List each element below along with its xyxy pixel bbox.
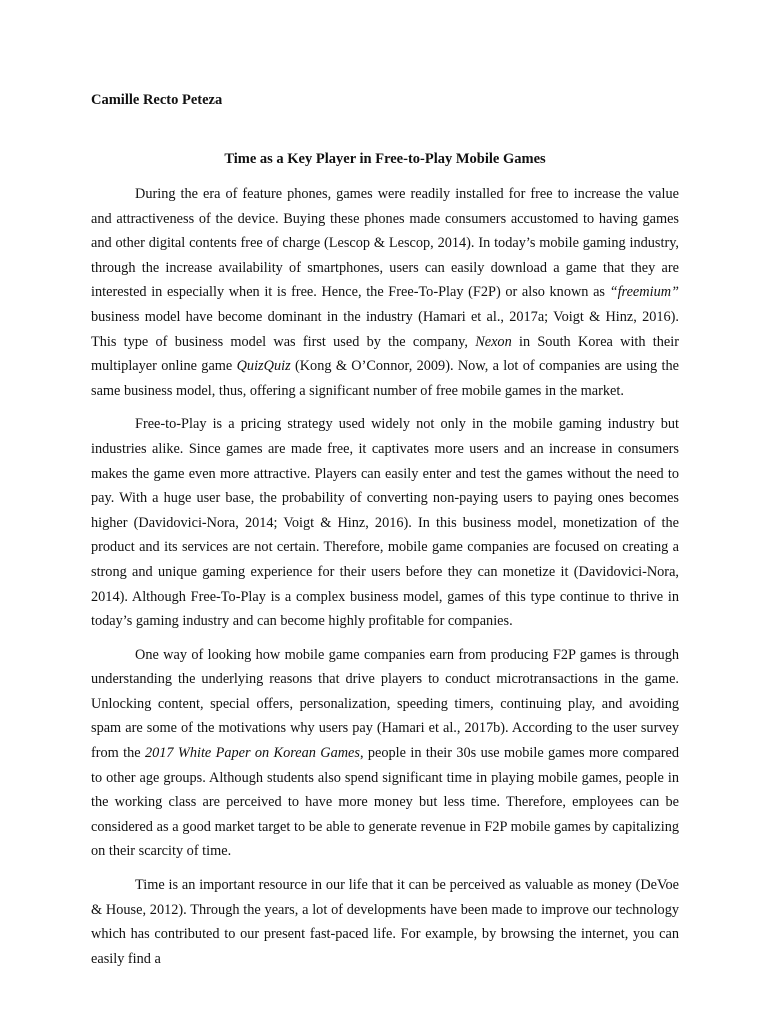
- paragraph-2: [91, 412, 679, 633]
- paragraph-4: [91, 873, 679, 971]
- paragraph-text: , people in their 30s use mobile games more compared to other age groups. Although students also spend significant time in playing mobile games, people in the working class are perceived to have more money but less time. Therefore, employees can be considered as a good market target to be able to generate revenue in F2P mobile games by capitalizing on their scarcity of time.: [91, 745, 680, 860]
- paragraph-text: One way of looking how mobile game companies earn from producing F2P games is through understanding the underlying reasons that drive players to conduct microtransactions in the game. Unlocking content, special offers, personalization, speeding timers, continuing play, and avoiding spam are some of the motivations why users pay (Hamari et al., 2017b). According to the user survey from the: [91, 646, 679, 762]
- document-title: Time as a Key Player in Free-to-Play Mobile Games: [224, 151, 546, 167]
- paragraph-text: business model have become dominant in the industry (Hamari et al., 2017a; Voigt & Hinz, 2016). This type of business model was first used by the company,: [91, 308, 679, 350]
- paragraph-text: in South Korea with their multiplayer online game: [91, 333, 680, 375]
- paragraph-text: Free-to-Play is a pricing strategy used widely not only in the mobile gaming industry but industries alike. Since games are made free, it captivates more users and an increase in consumers makes the game even more attractive. Players can easily enter and test the games without the need to pay. With a huge user base, the probability of converting non-paying users to paying ones becomes higher (Davidovici-Nora, 2014; Voigt & Hinz, 2016). In this business model, monetization of the product and its services are not certain. Therefore, mobile game companies are focused on creating a strong and unique gaming experience for their users before they can monetize it (Davidovici-Nora, 2014). Although Free-To-Play is a complex business model, games of this type continue to thrive in today’s gaming industry and can become highly profitable for companies.: [91, 416, 679, 630]
- paragraph-1: [91, 182, 679, 403]
- document-body: [91, 182, 679, 980]
- paragraph-text: (Kong & O’Connor, 2009). Now, a lot of companies are using the same business model, thus, offering a significant number of free mobile games in the market.: [91, 358, 680, 399]
- author-name: Camille Recto Peteza: [91, 92, 223, 108]
- paragraph-emphasis: “freemium”: [609, 284, 679, 301]
- paragraph-text: Time is an important resource in our life that it can be perceived as valuable as money (DeVoe & House, 2012). Through the years, a lot of developments have been made to improve our technology which has contributed to our present fast-paced life. For example, by browsing the internet, you can easily find a: [91, 877, 679, 967]
- paragraph-emphasis: QuizQuiz: [236, 358, 291, 375]
- paragraph-text: During the era of feature phones, games were readily installed for free to increase the value and attractiveness of the device. Buying these phones made consumers accustomed to having games and other digital contents free of charge (Lescop & Lescop, 2014). In today’s mobile gaming industry, through the increase availability of smartphones, users can easily download a game that they are interested in especially when it is free. Hence, the Free-To-Play (F2P) or also known as: [91, 186, 679, 301]
- paragraph-emphasis: Nexon: [475, 333, 512, 350]
- paragraph-3: [91, 643, 679, 864]
- paragraph-emphasis: 2017 White Paper on Korean Games: [144, 745, 360, 762]
